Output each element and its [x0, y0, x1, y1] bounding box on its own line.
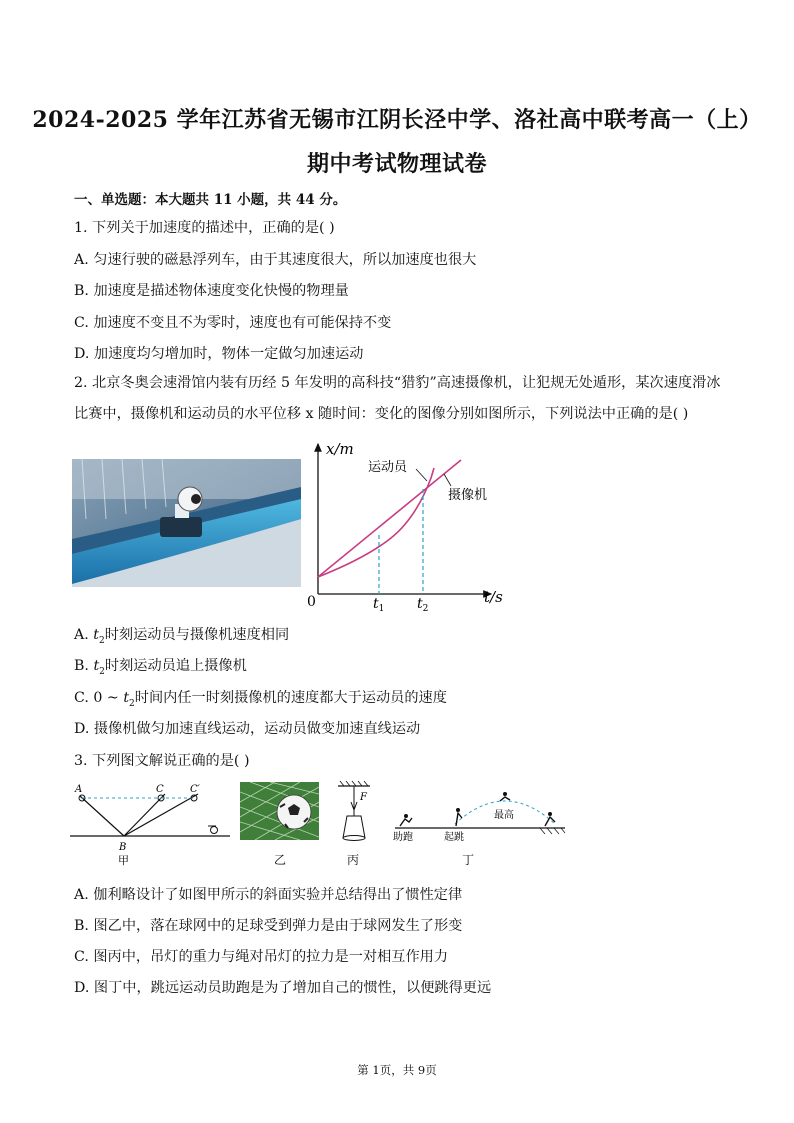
q3-stem: 3. 下列图文解说正确的是( )	[74, 753, 250, 769]
fig-caption-bing: 丙	[347, 853, 360, 867]
svg-text:t1	[373, 596, 384, 614]
q2-option-d: D. 摄像机做匀加速直线运动，运动员做变加速直线运动	[74, 721, 421, 737]
q2-option-c: C. 0 ~ $t_2$时间内任一时刻摄像机的速度都大于运动员的速度	[74, 690, 447, 709]
fig-label-top: 最高	[494, 810, 514, 821]
graph-y-label: x/m	[326, 440, 354, 458]
fig-label-A: A	[75, 784, 83, 795]
section-header: 一、单选题：本大题共 11 小题，共 44 分。	[74, 192, 347, 208]
figure-yi-ball	[240, 782, 319, 840]
fig-caption-jia: 甲	[118, 854, 129, 867]
q3-option-a: A. 伽利略设计了如图甲所示的斜面实验并总结得出了惯性定律	[74, 887, 463, 903]
q2-stem: 2. 北京冬奥会速滑馆内装有历经 5 年发明的高科技“猎豹”高速摄像机，让犯规无处遁形，某次速度滑冰比赛中，摄像机和运动员的水平位移 x 随时间：变化的图像分别如图所示，下列说法中正确的是( )	[74, 375, 721, 422]
fig-caption-yi: 乙	[274, 853, 287, 867]
fig-label-C2: C′	[190, 784, 200, 795]
graph-t1: t	[373, 596, 379, 612]
graph-t1-sub: 1	[378, 604, 385, 614]
q3-option-c: C. 图丙中，吊灯的重力与绳对吊灯的拉力是一对相互作用力	[74, 949, 449, 965]
q1-option-b: B. 加速度是描述物体速度变化快慢的物理量	[74, 283, 349, 299]
q3-option-b: B. 图乙中，落在球网中的足球受到弹力是由于球网发生了形变	[74, 918, 463, 934]
q2-option-b: B. $t_2$时刻运动员追上摄像机	[74, 658, 247, 677]
graph-label-camera: 摄像机	[448, 488, 488, 503]
figure-jia-inclines	[70, 780, 230, 870]
graph-t2-sub: 2	[422, 604, 429, 614]
camera-line	[318, 460, 461, 577]
figure-ding-longjump	[390, 786, 570, 846]
fig-label-run: 助跑	[393, 832, 413, 843]
graph-origin: 0	[307, 594, 316, 610]
figure-bing-lamp	[334, 780, 374, 845]
athlete-curve	[318, 468, 434, 577]
fig-label-C: C	[156, 784, 164, 795]
svg-text:t2	[417, 596, 428, 614]
fig-label-jump: 起跳	[444, 832, 464, 843]
q1-option-c: C. 加速度不变且不为零时，速度也有可能保持不变	[74, 315, 392, 331]
camera-photo	[72, 459, 301, 587]
fig-label-F: F	[360, 792, 367, 803]
q1-stem: 1. 下列关于加速度的描述中，正确的是( )	[74, 220, 335, 236]
q1-option-a: A. 匀速行驶的磁悬浮列车，由于其速度很大，所以加速度也很大	[74, 252, 477, 268]
graph-t2: t	[417, 596, 423, 612]
q1-option-d: D. 加速度均匀增加时，物体一定做匀加速运动	[74, 346, 364, 362]
page-footer: 第 1页，共 9页	[357, 1063, 437, 1077]
q3-option-d: D. 图丁中，跳远运动员助跑是为了增加自己的惯性，以便跳得更远	[74, 980, 492, 996]
fig-caption-ding: 丁	[462, 853, 475, 867]
doc-title-line1: 2024-2025 学年江苏省无锡市江阴长泾中学、洛社高中联考高一（上）	[32, 107, 762, 133]
q2-option-a: A. $t_2$时刻运动员与摄像机速度相同	[74, 627, 290, 646]
fig-label-B: B	[119, 842, 127, 853]
graph-x-label: t/s	[484, 588, 503, 606]
xt-graph	[306, 436, 506, 614]
graph-label-athlete: 运动员	[368, 460, 408, 475]
doc-title-line2: 期中考试物理试卷	[306, 151, 487, 177]
